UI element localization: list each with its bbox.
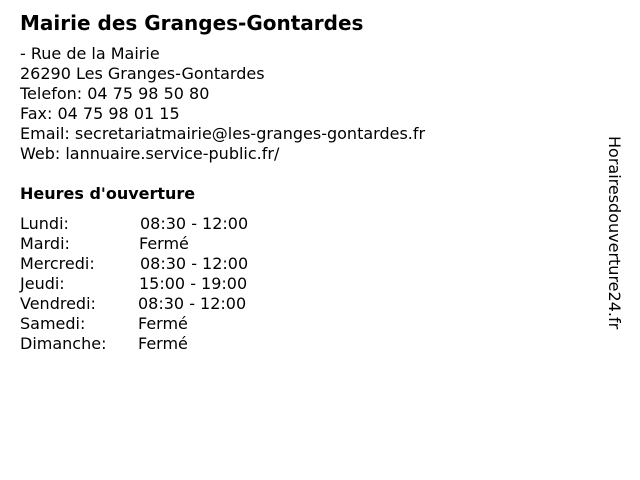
time-value: Fermé [138, 314, 188, 333]
time-value: 08:30 - 12:00 [140, 254, 249, 273]
phone-line: Telefon: 04 75 98 50 80 [20, 84, 210, 103]
hours-row-thursday [20, 274, 320, 294]
day-label: Dimanche: [20, 334, 107, 353]
hours-row-tuesday [20, 234, 320, 254]
address-block [20, 44, 425, 164]
time-value: 08:30 - 12:00 [140, 214, 249, 233]
web-line: Web: lannuaire.service-public.fr/ [20, 144, 280, 163]
hours-list [20, 214, 320, 354]
time-value: Fermé [138, 334, 188, 353]
city-line: 26290 Les Granges-Gontardes [20, 64, 265, 83]
street-line: - Rue de la Mairie [20, 44, 160, 63]
time-value: 15:00 - 19:00 [139, 274, 248, 293]
day-label: Mercredi: [20, 254, 95, 273]
hours-row-monday [20, 214, 320, 234]
email-line: Email: secretariatmairie@les-granges-gontardes.fr [20, 124, 426, 143]
hours-row-friday [20, 294, 320, 314]
time-value: Fermé [139, 234, 189, 253]
hours-row-wednesday [20, 254, 320, 274]
day-label: Jeudi: [20, 274, 65, 293]
day-label: Samedi: [20, 314, 86, 333]
hours-row-sunday [20, 334, 320, 354]
hours-row-saturday [20, 314, 320, 334]
day-label: Lundi: [20, 214, 69, 233]
day-label: Mardi: [20, 234, 70, 253]
page-title: Mairie des Granges-Gontardes [20, 11, 364, 35]
hours-heading: Heures d'ouverture [20, 184, 196, 203]
time-value: 08:30 - 12:00 [138, 294, 247, 313]
fax-line: Fax: 04 75 98 01 15 [20, 104, 180, 123]
day-label: Vendredi: [20, 294, 96, 313]
site-watermark: Horairesdouverture24.fr [605, 136, 624, 330]
